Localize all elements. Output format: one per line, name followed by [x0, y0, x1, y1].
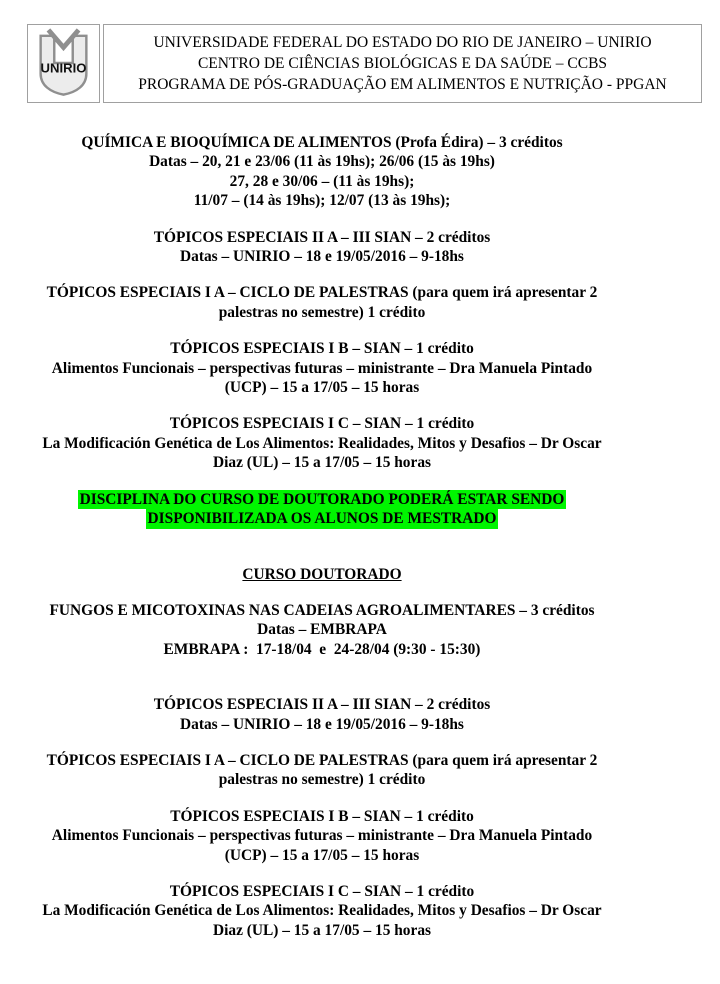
section-topicos-ii-a-doutorado	[26, 695, 618, 734]
course-title: palestras no semestre) 1 crédito	[218, 771, 426, 789]
doutorado-heading: CURSO DOUTORADO	[242, 565, 402, 583]
center-name: CENTRO DE CIÊNCIAS BIOLÓGICAS E DA SAÚDE – CCBS	[197, 55, 608, 72]
course-dates: 27, 28 e 30/06 – (11 às 19hs);	[229, 172, 415, 190]
course-title: palestras no semestre) 1 crédito	[218, 303, 426, 321]
course-description: La Modificación Genética de Los Alimentos: Realidades, Mitos y Desafios – Dr Oscar	[42, 902, 602, 920]
course-dates: Diaz (UL) – 15 a 17/05 – 15 horas	[212, 921, 432, 939]
course-title: TÓPICOS ESPECIAIS I B – SIAN – 1 crédito	[170, 807, 474, 825]
course-dates: (UCP) – 15 a 17/05 – 15 horas	[224, 379, 420, 397]
course-title: TÓPICOS ESPECIAIS I B – SIAN – 1 crédito	[170, 340, 474, 358]
program-name: PROGRAMA DE PÓS-GRADUAÇÃO EM ALIMENTOS E NUTRIÇÃO - PPGAN	[138, 76, 667, 93]
logo-label: UNIRIO	[40, 60, 87, 76]
course-title: TÓPICOS ESPECIAIS I A – CICLO DE PALESTRAS (para quem irá apresentar 2	[46, 751, 598, 769]
course-dates: 11/07 – (14 às 19hs); 12/07 (13 às 19hs);	[193, 192, 451, 210]
course-title: TÓPICOS ESPECIAIS I C – SIAN – 1 crédito	[169, 415, 475, 433]
notice-line: DISPONIBILIZADA OS ALUNOS DE MESTRADO	[147, 510, 497, 528]
letterhead-text-box	[103, 24, 702, 103]
course-title: TÓPICOS ESPECIAIS II A – III SIAN – 2 créditos	[153, 696, 491, 714]
course-dates: Diaz (UL) – 15 a 17/05 – 15 horas	[212, 454, 432, 472]
section-topicos-i-c-doutorado	[26, 882, 618, 940]
course-title: QUÍMICA E BIOQUÍMICA DE ALIMENTOS (Profa Édira) – 3 créditos	[81, 134, 563, 151]
course-dates: Datas – 20, 21 e 23/06 (11 às 19hs); 26/06 (15 às 19hs)	[149, 153, 495, 171]
course-dates: Datas – UNIRIO – 18 e 19/05/2016 – 9-18hs	[180, 715, 464, 733]
course-dates: Datas – UNIRIO – 18 e 19/05/2016 – 9-18hs	[180, 248, 464, 266]
section-topicos-ii-a	[26, 228, 618, 267]
course-title: TÓPICOS ESPECIAIS I A – CICLO DE PALESTRAS (para quem irá apresentar 2	[46, 284, 598, 302]
section-topicos-i-c	[26, 414, 618, 472]
section-topicos-i-a-doutorado	[26, 751, 618, 790]
notice-line: DISCIPLINA DO CURSO DE DOUTORADO PODERÁ ESTAR SENDO	[79, 490, 565, 508]
unirio-logo-icon	[28, 25, 99, 102]
course-dates: (UCP) – 15 a 17/05 – 15 horas	[224, 846, 420, 864]
notice-highlight	[26, 490, 618, 529]
section-topicos-i-b-doutorado	[26, 807, 618, 865]
course-description: Alimentos Funcionais – perspectivas futuras – ministrante – Dra Manuela Pintado	[51, 827, 593, 845]
section-fungos-micotoxinas	[26, 601, 618, 659]
section-topicos-i-a	[26, 283, 618, 322]
course-schedule	[26, 133, 618, 940]
document-page	[0, 24, 720, 984]
course-title: FUNGOS E MICOTOXINAS NAS CADEIAS AGROALIMENTARES – 3 créditos	[49, 601, 595, 619]
course-title: TÓPICOS ESPECIAIS II A – III SIAN – 2 créditos	[153, 228, 491, 246]
course-dates: EMBRAPA : 17-18/04 e 24-28/04 (9:30 - 15:30)	[163, 640, 481, 658]
section-quimica-e-bioquimica	[26, 133, 618, 211]
university-name: UNIVERSIDADE FEDERAL DO ESTADO DO RIO DE JANEIRO – UNIRIO	[153, 34, 652, 51]
section-topicos-i-b	[26, 339, 618, 397]
course-description: La Modificación Genética de Los Alimentos: Realidades, Mitos y Desafios – Dr Oscar	[42, 434, 602, 452]
letterhead	[27, 24, 702, 103]
course-dates: Datas – EMBRAPA	[257, 621, 387, 639]
course-title: TÓPICOS ESPECIAIS I C – SIAN – 1 crédito	[169, 882, 475, 900]
unirio-logo	[27, 24, 100, 103]
course-description: Alimentos Funcionais – perspectivas futuras – ministrante – Dra Manuela Pintado	[51, 359, 593, 377]
